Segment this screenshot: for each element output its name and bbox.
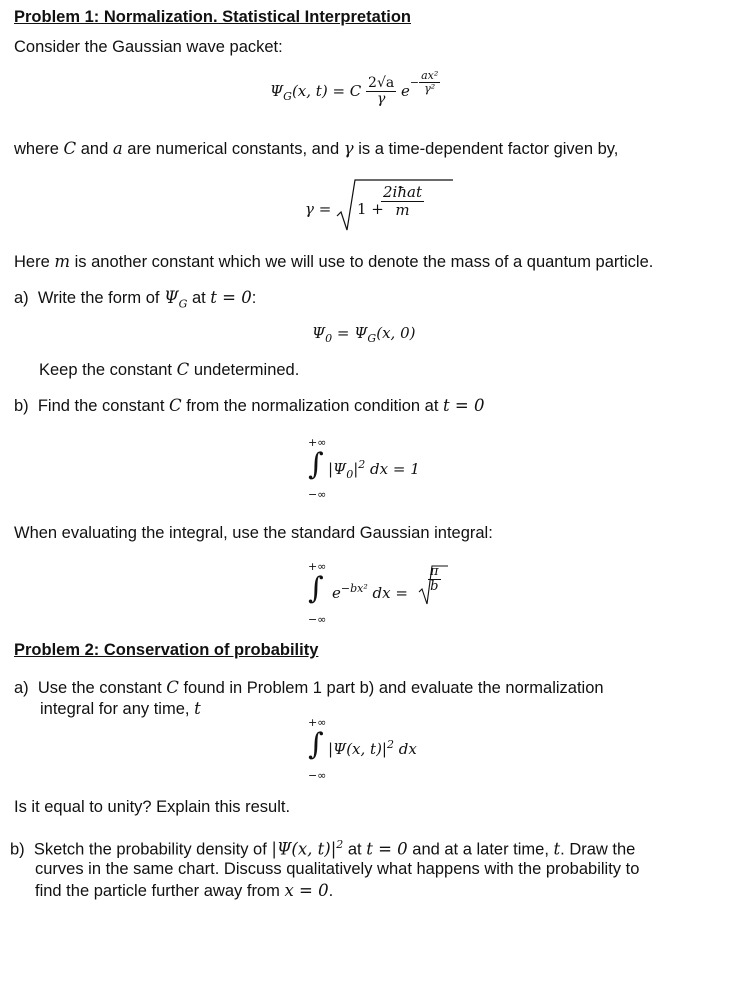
p2-part-b-t: t: [553, 839, 561, 859]
p1-part-b-label: b): [14, 397, 29, 415]
eq-gauss-dx: dx =: [367, 584, 408, 602]
p2-part-a-line2-text: integral for any time,: [40, 700, 195, 718]
p2-part-a-t: t: [194, 699, 201, 718]
eq-wave-frac-num: 2√a: [368, 75, 395, 91]
p2-part-a-C: C: [166, 678, 179, 697]
p1-part-b: [14, 396, 484, 416]
where-C: C: [63, 139, 77, 158]
p1-part-a: [14, 288, 256, 310]
p2-part-b-x0: x = 0: [284, 881, 329, 900]
eq-p2-body: [328, 738, 417, 758]
eq-wave-exp-sign: −: [409, 75, 420, 89]
where-gamma: γ: [343, 139, 354, 158]
eq-norm-tail: dx = 1: [365, 460, 420, 478]
eq-psi0: [312, 324, 415, 345]
p2-part-b-t2: at: [343, 840, 367, 859]
p2-part-b-label: b): [10, 840, 25, 859]
here-t2: is another constant which we will use to denote the mass of a quantum particle.: [70, 253, 654, 271]
where-t1: where: [14, 140, 64, 158]
eq-wave-lhs-sub: G: [283, 89, 292, 103]
eq-gauss-upper: +∞: [308, 560, 327, 573]
eq-gauss-body: [332, 582, 408, 602]
eq-p2-integrand: |Ψ(x, t)|: [328, 740, 387, 758]
eval-line: When evaluating the integral, use the standard Gaussian integral:: [14, 524, 493, 542]
where-line: [14, 139, 618, 159]
eq-wave-exp-num: ax²: [421, 69, 439, 83]
eq-norm: [300, 436, 500, 501]
eq-gamma-frac-den: m: [395, 200, 410, 219]
p2-part-b-line1: [10, 838, 635, 860]
eq-wave-exp-base: e: [401, 81, 410, 100]
eq-psi0-args: (x, 0): [376, 324, 416, 342]
eq-gauss: [300, 560, 500, 624]
eq-gauss-sqrt-frac: [428, 565, 441, 595]
p2-part-b-t1: Sketch the probability density of: [33, 840, 272, 859]
p1-part-b-t1: Find the constant: [37, 397, 170, 415]
p2-part-b-t0: t = 0: [366, 839, 408, 859]
eq-gauss-base: e: [332, 584, 341, 602]
p1-part-a-t3: :: [251, 289, 257, 307]
p2-part-a-t1: Use the constant: [37, 679, 167, 697]
integral-sign-icon: ∫: [308, 727, 324, 762]
eq-gamma-lhs: γ =: [305, 200, 332, 218]
eq-gauss-exponent: −bx²: [340, 582, 368, 595]
eq-p2-int: [300, 716, 500, 780]
p1-part-a-psi: Ψ: [164, 288, 179, 307]
eq-p2-upper: +∞: [308, 716, 327, 729]
eq-gamma-frac-num: 2iħat: [383, 183, 422, 201]
p1-part-a-t1: Write the form of: [37, 289, 165, 307]
p2-part-b-psi: |Ψ(x, t)|: [271, 839, 337, 859]
eq-psi0-rhs-sub: G: [367, 332, 377, 345]
eq-wave-frac-den: γ: [376, 91, 386, 108]
p2-part-b-t4: . Draw the: [560, 840, 636, 859]
keep-line: [39, 360, 299, 380]
eq-p2-lower: −∞: [308, 769, 327, 782]
eq-wave-packet: [270, 69, 440, 108]
p2-part-a-line1: [14, 678, 604, 698]
p1-part-a-label: a): [14, 289, 29, 307]
eq-wave-exp-den: γ²: [424, 82, 436, 96]
eq-wave-exp: [409, 69, 440, 96]
eq-gamma-one-plus: 1 +: [357, 200, 384, 218]
eq-norm-sub: 0: [346, 468, 354, 481]
keep-t1: Keep the constant: [39, 361, 177, 379]
p1-part-a-psi-sub: G: [178, 297, 188, 311]
p2-part-b-psi-pow: 2: [336, 838, 344, 851]
p2-part-b-line3: [35, 881, 333, 901]
where-t4: is a time-dependent factor given by,: [353, 140, 619, 158]
eq-gauss-sqrt-den: b: [430, 579, 439, 595]
keep-t2: undetermined.: [189, 361, 300, 379]
p1-part-a-teq: t = 0: [210, 288, 252, 307]
eq-norm-integrand: |Ψ: [328, 460, 347, 478]
p2-part-b-line2: curves in the same chart. Discuss qualitatively what happens with the probability to: [35, 860, 640, 878]
eq-norm-body: [328, 458, 420, 481]
eq-wave-exp-frac: [419, 70, 440, 95]
here-t1: Here: [14, 253, 55, 271]
keep-C: C: [176, 360, 190, 379]
p2-part-a-t2: found in Problem 1 part b) and evaluate the normalization: [178, 679, 604, 697]
eq-p2-power: 2: [387, 738, 394, 751]
p2-part-b-line3-text: find the particle further away from: [35, 882, 285, 900]
eq-norm-upper: +∞: [308, 436, 327, 449]
eq-norm-rest: |: [353, 460, 359, 478]
eq-gamma-frac: [381, 184, 424, 218]
where-t3: are numerical constants, and: [122, 140, 344, 158]
integral-sign-icon: ∫: [308, 571, 324, 606]
problem2-heading: Problem 2: Conservation of probability: [14, 641, 319, 659]
p2-part-a-line2: [40, 699, 201, 719]
eq-psi0-lhs: Ψ: [312, 324, 326, 342]
integral-sign-icon: ∫: [308, 447, 324, 482]
eq-norm-power: 2: [358, 458, 366, 471]
p1-part-a-t2: at: [187, 289, 211, 307]
unity-line: Is it equal to unity? Explain this result.: [14, 798, 291, 816]
eq-gauss-sqrt-num: π: [430, 564, 439, 579]
p1-part-b-teq: t = 0: [443, 396, 485, 415]
p1-part-b-C: C: [169, 396, 182, 415]
eq-wave-lhs: Ψ: [270, 81, 284, 100]
where-t2: and: [76, 140, 113, 158]
p2-part-b-t3: and at a later time,: [407, 840, 554, 859]
problem1-heading: Problem 1: Normalization. Statistical Interpretation: [14, 8, 411, 26]
p2-part-b-line3-end: .: [328, 882, 334, 900]
where-a: a: [112, 139, 123, 158]
p1-part-b-t2: from the normalization condition at: [181, 397, 444, 415]
eq-wave-frac: [366, 76, 396, 108]
here-line: [14, 252, 653, 272]
eq-psi0-lhs-sub: 0: [325, 332, 333, 345]
eq-wave-args: (x, t) = C: [291, 81, 362, 100]
p2-part-a-label: a): [14, 679, 29, 697]
eq-p2-tail: dx: [394, 740, 417, 758]
eq-gauss-lower: −∞: [308, 613, 327, 626]
eq-psi0-rhs: = Ψ: [332, 324, 368, 342]
here-m: m: [54, 252, 71, 271]
eq-norm-lower: −∞: [308, 488, 327, 501]
problem1-intro: Consider the Gaussian wave packet:: [14, 38, 283, 56]
